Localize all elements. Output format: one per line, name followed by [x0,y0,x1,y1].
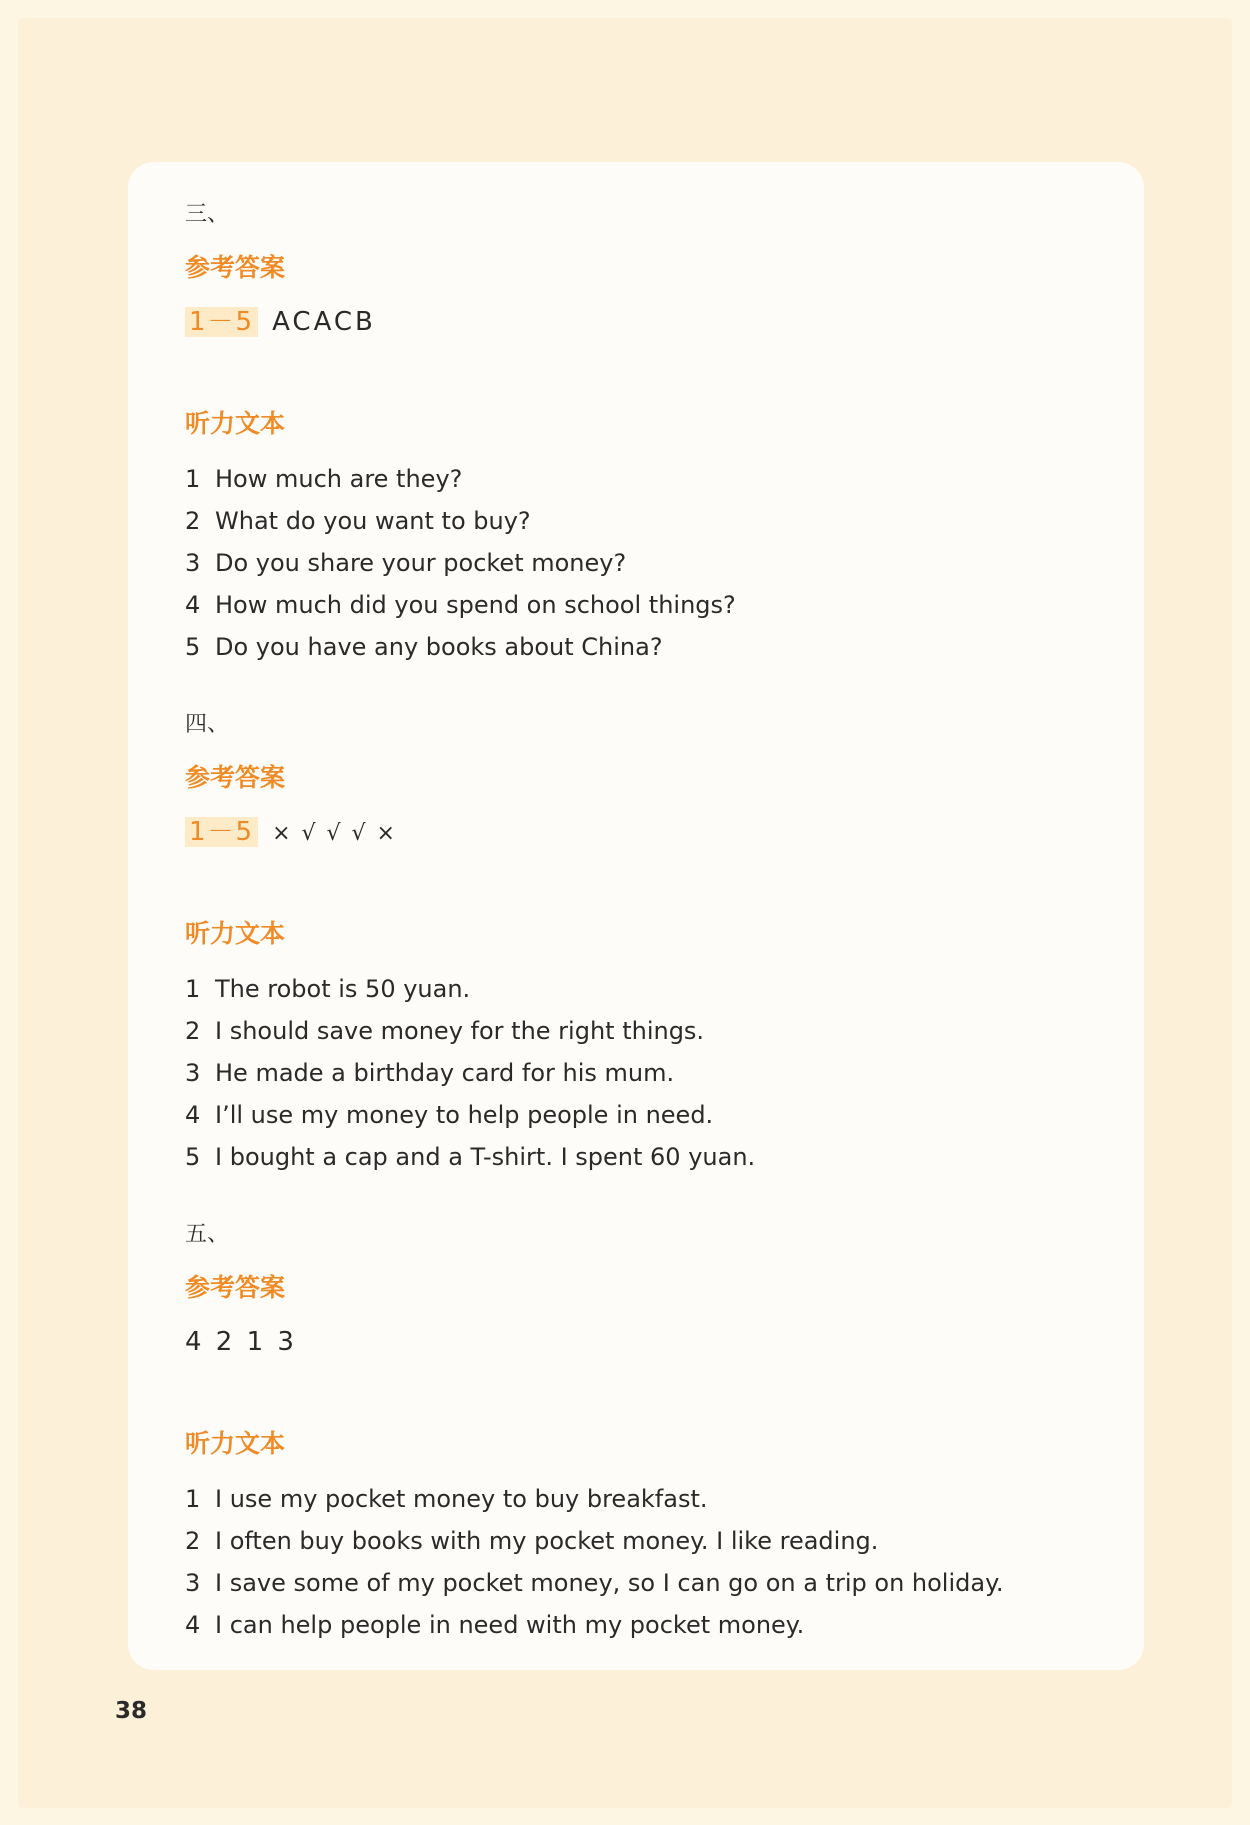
section-number: 三、 [185,202,230,227]
answer-values: 4 2 1 3 [185,1327,297,1357]
script-item [185,1010,1085,1052]
script-heading: 听力文本 [185,409,286,438]
script-list [185,1478,1085,1646]
item-text: I often buy books with my pocket money. I like reading. [215,1527,879,1555]
item-text: He made a birthday card for his mum. [215,1059,675,1087]
item-text: I can help people in need with my pocket money. [215,1611,805,1639]
item-text: I use my pocket money to buy breakfast. [215,1485,708,1513]
script-item [185,500,1085,542]
answer-range: 1－5 [185,307,258,337]
item-text: How much are they? [215,465,463,493]
script-item [185,1052,1085,1094]
script-heading: 听力文本 [185,919,286,948]
script-item [185,1478,1085,1520]
answer-heading: 参考答案 [185,1273,286,1302]
item-number: 1 [185,975,201,1003]
answer-values: × √ √ √ × [272,821,397,846]
script-item [185,458,1085,500]
answer-heading: 参考答案 [185,253,286,282]
item-number: 1 [185,1485,201,1513]
answer-line [185,1320,1085,1364]
item-text: I bought a cap and a T-shirt. I spent 60 yuan. [215,1143,756,1171]
item-number: 2 [185,507,201,535]
section-4 [185,710,1085,1178]
item-text: How much did you spend on school things? [215,591,736,619]
script-item [185,1520,1085,1562]
item-text: I’ll use my money to help people in need. [215,1101,714,1129]
item-text: Do you have any books about China? [215,633,663,661]
item-number: 2 [185,1017,201,1045]
page-number: 38 [115,1698,148,1724]
item-text: Do you share your pocket money? [215,549,627,577]
item-text: I should save money for the right things. [215,1017,705,1045]
script-item [185,542,1085,584]
script-item [185,1094,1085,1136]
script-item [185,1604,1085,1646]
item-number: 4 [185,1611,201,1639]
item-number: 3 [185,549,201,577]
item-number: 4 [185,591,201,619]
answer-line [185,300,1085,344]
item-number: 3 [185,1059,201,1087]
script-item [185,626,1085,668]
item-text: What do you want to buy? [215,507,531,535]
script-item [185,1562,1085,1604]
script-item [185,968,1085,1010]
answer-values: ACACB [272,307,376,337]
item-number: 2 [185,1527,201,1555]
script-item [185,1136,1085,1178]
answer-heading: 参考答案 [185,763,286,792]
section-5 [185,1220,1085,1646]
section-3 [185,200,1085,668]
script-heading: 听力文本 [185,1429,286,1458]
section-number: 四、 [185,712,230,737]
answer-line [185,810,1085,854]
script-item [185,584,1085,626]
item-text: The robot is 50 yuan. [215,975,471,1003]
answer-range: 1－5 [185,817,258,847]
script-list [185,968,1085,1178]
item-number: 5 [185,1143,201,1171]
item-number: 5 [185,633,201,661]
item-number: 1 [185,465,201,493]
item-number: 4 [185,1101,201,1129]
answer-content [185,200,1085,1646]
item-number: 3 [185,1569,201,1597]
item-text: I save some of my pocket money, so I can go on a trip on holiday. [215,1569,1004,1597]
section-number: 五、 [185,1222,230,1247]
script-list [185,458,1085,668]
